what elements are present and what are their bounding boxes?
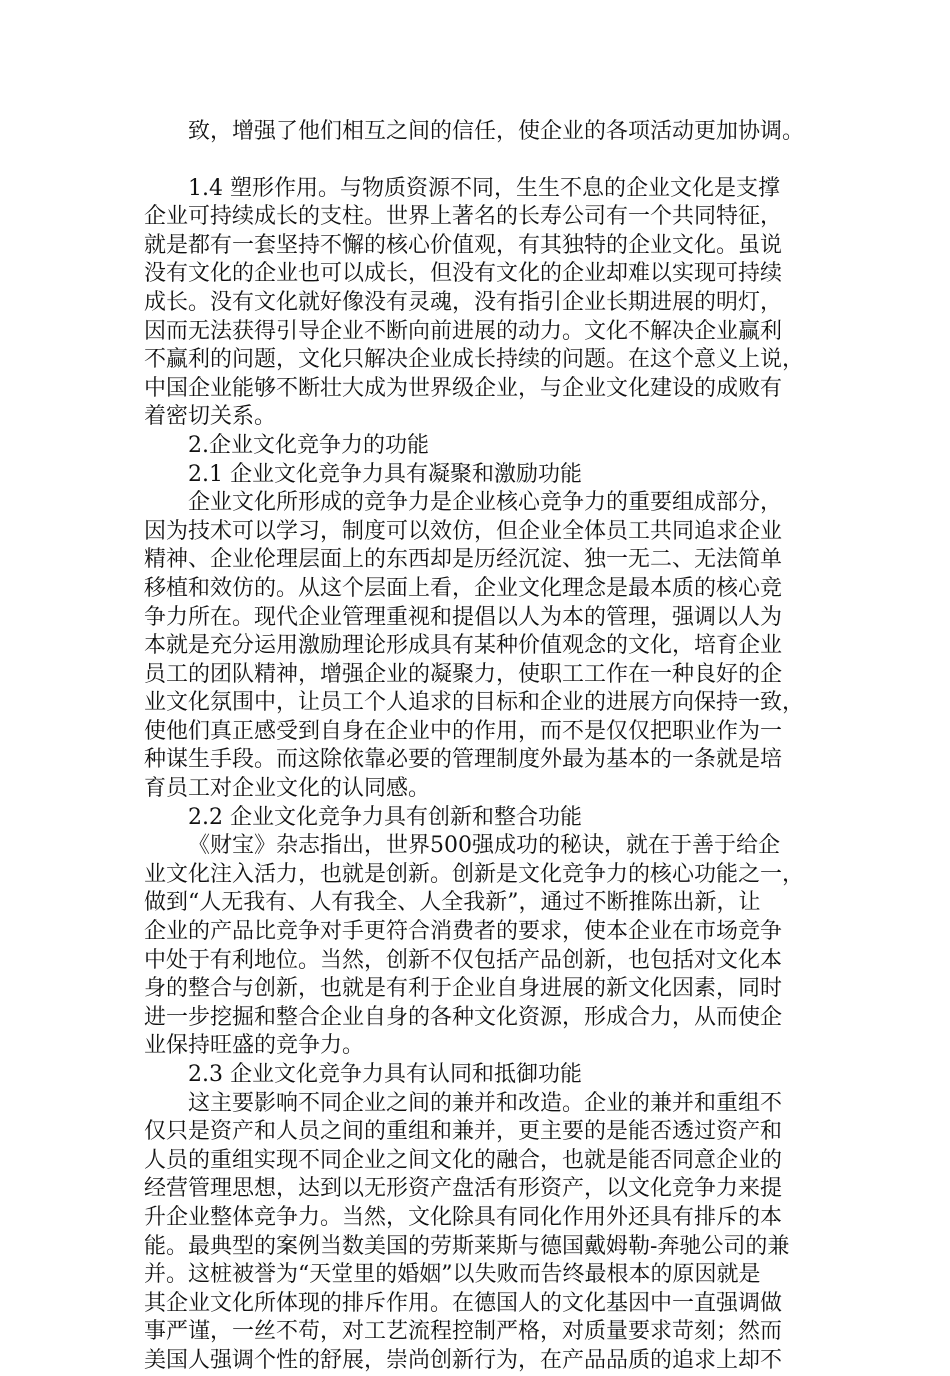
text-line: 因为技术可以学习，制度可以效仿，但企业全体员工共同追求企业: [144, 518, 783, 544]
text-line: 其企业文化所体现的排斥作用。在德国人的文化基因中一直强调做: [144, 1290, 783, 1316]
text-line: 进一步挖掘和整合企业自身的各种文化资源，形成合力，从而使企: [144, 1004, 783, 1030]
text-line: 员工的团队精神，增强企业的凝聚力，使职工工作在一种良好的企: [144, 661, 783, 687]
text-line: 经营管理思想，达到以无形资产盘活有形资产，以文化竞争力来提: [144, 1176, 783, 1202]
text-line: 不赢利的问题，文化只解决企业成长持续的问题。在这个意义上说，: [144, 347, 805, 373]
text-line: 事严谨，一丝不苟，对工艺流程控制严格，对质量要求苛刻；然而: [144, 1319, 783, 1345]
section-heading-2-2: 2.2 企业文化竞争力具有创新和整合功能: [188, 804, 582, 830]
section-2-2-paragraph: [144, 832, 806, 1061]
section-heading-2-1: 2.1 企业文化竞争力具有凝聚和激励功能: [188, 461, 582, 487]
text-line: 使他们真正感受到自身在企业中的作用，而不是仅仅把职业作为一: [144, 718, 783, 744]
text-line: 业文化氛围中，让员工个人追求的目标和企业的进展方向保持一致，: [144, 690, 805, 716]
text-line: 业文化注入活力，也就是创新。创新是文化竞争力的核心功能之一，: [144, 861, 805, 887]
paragraph-gap: [144, 147, 806, 175]
text-line: 做到“人无我有、人有我全、人全我新”，通过不断推陈出新，让: [144, 890, 761, 916]
text-line: 成长。没有文化就好像没有灵魂，没有指引企业长期进展的明灯，: [144, 289, 783, 315]
text-line: 争力所在。现代企业管理重视和提倡以人为本的管理，强调以人为: [144, 604, 783, 630]
text-line: 企业可持续成长的支柱。世界上著名的长寿公司有一个共同特征，: [144, 204, 783, 230]
text-line: 1.4 塑形作用。与物质资源不同，生生不息的企业文化是支撑: [188, 175, 780, 201]
text-line: 《财宝》杂志指出，世界500强成功的秘诀，就在于善于给企: [188, 833, 780, 859]
text-line: 中处于有利地位。当然，创新不仅包括产品创新，也包括对文化本: [144, 947, 783, 973]
paragraph-continuation: 致，增强了他们相互之间的信任，使企业的各项活动更加协调。: [188, 119, 805, 144]
section-heading-2-3: 2.3 企业文化竞争力具有认同和抵御功能: [188, 1062, 582, 1087]
text-line: 仅只是资产和人员之间的重组和兼并，更主要的是能否透过资产和: [144, 1119, 783, 1145]
text-line: 本就是充分运用激励理论形成具有某种价值观念的文化，培育企业: [144, 633, 783, 659]
text-line: 因而无法获得引导企业不断向前进展的动力。文化不解决企业赢利: [144, 318, 783, 344]
text-line: 精神、企业伦理层面上的东西却是历经沉淀、独一无二、无法简单: [144, 547, 783, 573]
section-heading-2: 2.企业文化竞争力的功能: [188, 432, 429, 458]
section-1-4-paragraph: [144, 175, 806, 432]
text-line: 中国企业能够不断壮大成为世界级企业，与企业文化建设的成败有: [144, 375, 783, 401]
text-line: 企业的产品比竞争对手更符合消费者的要求，使本企业在市场竞争: [144, 919, 783, 945]
text-line: 业保持旺盛的竞争力。: [144, 1033, 365, 1059]
text-line: 并。这桩被誉为“天堂里的婚姻”以失败而告终最根本的原因就是: [144, 1262, 761, 1288]
text-line: 没有文化的企业也可以成长，但没有文化的企业却难以实现可持续: [144, 261, 783, 287]
text-line: 身的整合与创新，也就是有利于企业自身进展的新文化因素，同时: [144, 976, 783, 1002]
text-line: 升企业整体竞争力。当然，文化除具有同化作用外还具有排斥的本: [144, 1204, 783, 1230]
section-2-1-paragraph: [144, 489, 806, 804]
text-line: 能。最典型的案例当数美国的劳斯莱斯与德国戴姆勒-奔驰公司的兼: [144, 1233, 790, 1259]
text-line: 这主要影响不同企业之间的兼并和改造。企业的兼并和重组不: [188, 1090, 783, 1116]
text-line: 美国人强调个性的舒展，崇尚创新行为，在产品品质的追求上却不: [144, 1347, 783, 1373]
text-line: 移植和效仿的。从这个层面上看，企业文化理念是最本质的核心竞: [144, 575, 783, 601]
section-2-3-paragraph: [144, 1090, 806, 1376]
document-body: [144, 118, 806, 1376]
text-line: 育员工对企业文化的认同感。: [144, 776, 431, 802]
text-line: 企业文化所形成的竞争力是企业核心竞争力的重要组成部分，: [188, 490, 783, 516]
text-line: 种谋生手段。而这除依靠必要的管理制度外最为基本的一条就是培: [144, 747, 783, 773]
text-line: 人员的重组实现不同企业之间文化的融合，也就是能否同意企业的: [144, 1147, 783, 1173]
text-line: 着密切关系。: [144, 404, 277, 430]
text-line: 就是都有一套坚持不懈的核心价值观，有其独特的企业文化。虽说: [144, 232, 783, 258]
